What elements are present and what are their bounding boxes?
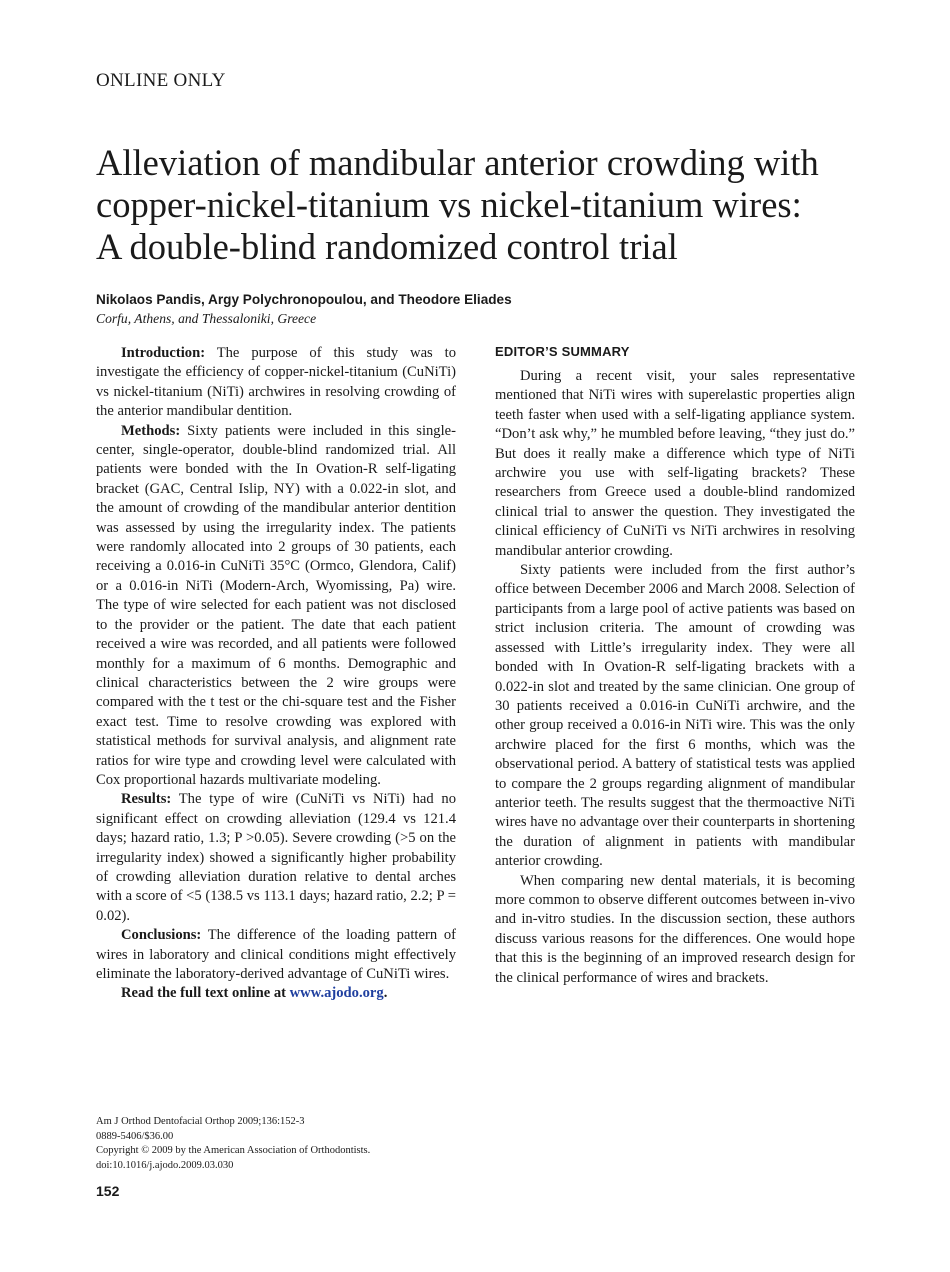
results-label: Results: — [121, 791, 172, 808]
conclusions-text: The difference of the loading pattern of wires in laboratory and clinical conditions might effectively eliminate the laboratory-derived advantage of CuNiTi wires. — [96, 927, 456, 982]
title-line: copper-nickel-titanium vs nickel-titanium wires: — [96, 184, 802, 225]
results-text: The type of wire (CuNiTi vs NiTi) had no significant effect on crowding alleviation (129.4 vs 121.4 days; hazard ratio, 1.3; P >0.05). Severe crowding (>5 on the irregularity index) showed a significantly higher probability of crowding alleviation duration relative to dental arches with a score of <5 (138.5 vs 113.1 days; hazard ratio, 2.2; P = 0.02). — [96, 791, 456, 924]
section-label: ONLINE ONLY — [96, 70, 226, 91]
doi: doi:10.1016/j.ajodo.2009.03.030 — [96, 1159, 234, 1171]
summary-paragraph: When comparing new dental materials, it is becoming more common to observe different outcomes between in-vivo and in-vitro studies. In the discussion section, these authors discuss various reasons for the differences. One would hope that this is the beginning of an improved research design for the clinical performance of wires and brackets. — [495, 872, 856, 986]
abstract-conclusions — [96, 926, 456, 984]
introduction-text: The purpose of this study was to investigate the efficiency of copper-nickel-titanium (CuNiTi) vs nickel-titanium (NiTi) archwires in resolving crowding of the anterior mandibular dentition. — [96, 345, 456, 420]
introduction-label: Introduction: — [121, 345, 206, 361]
conclusions-label: Conclusions: — [121, 927, 202, 944]
footer — [96, 1115, 370, 1173]
affiliation: Corfu, Athens, and Thessaloniki, Greece — [96, 311, 317, 326]
issn: 0889-5406/$36.00 — [96, 1130, 174, 1142]
page-number: 152 — [96, 1183, 120, 1199]
summary-paragraph: During a recent visit, your sales representative mentioned that NiTi wires with superelastic properties align teeth faster when used with a self-ligating appliance system. “Don’t ask why,” he mumbled before leaving, “they just do.” But does it really make a difference which type of NiTi archwire you use with self-ligating brackets? These researchers from Greece used a double-blind randomized clinical trial to answer the question. They investigated the clinical efficiency of CuNiTi vs NiTi archwires in resolving mandibular anterior crowding. — [495, 368, 855, 559]
abstract-introduction — [96, 344, 456, 422]
editors-summary-body — [495, 367, 855, 988]
citation: Am J Orthod Dentofacial Orthop 2009;136:152-3 — [96, 1116, 305, 1127]
abstract-methods — [96, 422, 456, 791]
title-line: A double-blind randomized control trial — [96, 226, 678, 267]
abstract — [96, 344, 456, 1004]
editors-summary-heading: EDITOR’S SUMMARY — [495, 344, 630, 359]
methods-text: Sixty patients were included in this single-center, single-operator, double-blind randomized trial. All patients were bonded with the In Ovation-R self-ligating bracket (GAC, Central Islip, NY) with a 0.022-in slot, and the amount of crowding of the mandibular anterior dentition was assessed by using the irregularity index. The patients were randomly allocated into 2 groups of 30 patients, each receiving a 0.016-in CuNiTi 35°C (Ormco, Glendora, Calif) or a 0.016-in NiTi (Modern-Arch, Wyomissing, Pa) wire. The type of wire selected for each patient was not disclosed to the provider or the patient. The date that each patient received a wire was recorded, and all patients were followed monthly for a maximum of 6 months. Demographic and clinical characteristics between the 2 wire groups were compared with the t test or the chi-square test and the Fisher exact test. Time to resolve crowding was explored with statistical methods for survival analysis, and alignment rate ratios for wire type and crowding level were calculated with Cox proportional hazards multivariate modeling. — [96, 422, 456, 788]
abstract-results — [96, 790, 456, 926]
read-more — [96, 984, 456, 1003]
methods-label: Methods: — [121, 422, 181, 439]
editors-summary — [495, 344, 855, 988]
journal-link[interactable]: www.ajodo.org — [289, 985, 384, 1002]
article-title — [96, 142, 896, 268]
read-more-text: Read the full text online at — [121, 985, 290, 1002]
summary-paragraph: Sixty patients were included from the first author’s office between December 2006 and March 2008. Selection of participants from a large pool of active patients was based on strict inclusion criteria. The amount of crowding was assessed with Little’s irregularity index. They were all bonded with In Ovation-R self-ligating brackets with a 0.022-in slot and treated by the same clinician. One group of 30 patients received a 0.016-in CuNiTi archwire, and the other group received a 0.016-in NiTi wire. This was the only archwire placed for the first 6 months, which was the observational period. A battery of statistical tests was applied to compare the 2 groups regarding alignment of mandibular anterior teeth. The results suggest that the thermoactive NiTi wires have no advantage over their counterparts in shortening the duration of alignment in patients with mandibular anterior crowding. — [495, 562, 855, 870]
title-line: Alleviation of mandibular anterior crowding with — [96, 142, 819, 183]
authors: Nikolaos Pandis, Argy Polychronopoulou, and Theodore Eliades — [96, 292, 512, 307]
copyright: Copyright © 2009 by the American Association of Orthodontists. — [96, 1145, 371, 1156]
read-more-suffix: . — [383, 985, 388, 1002]
